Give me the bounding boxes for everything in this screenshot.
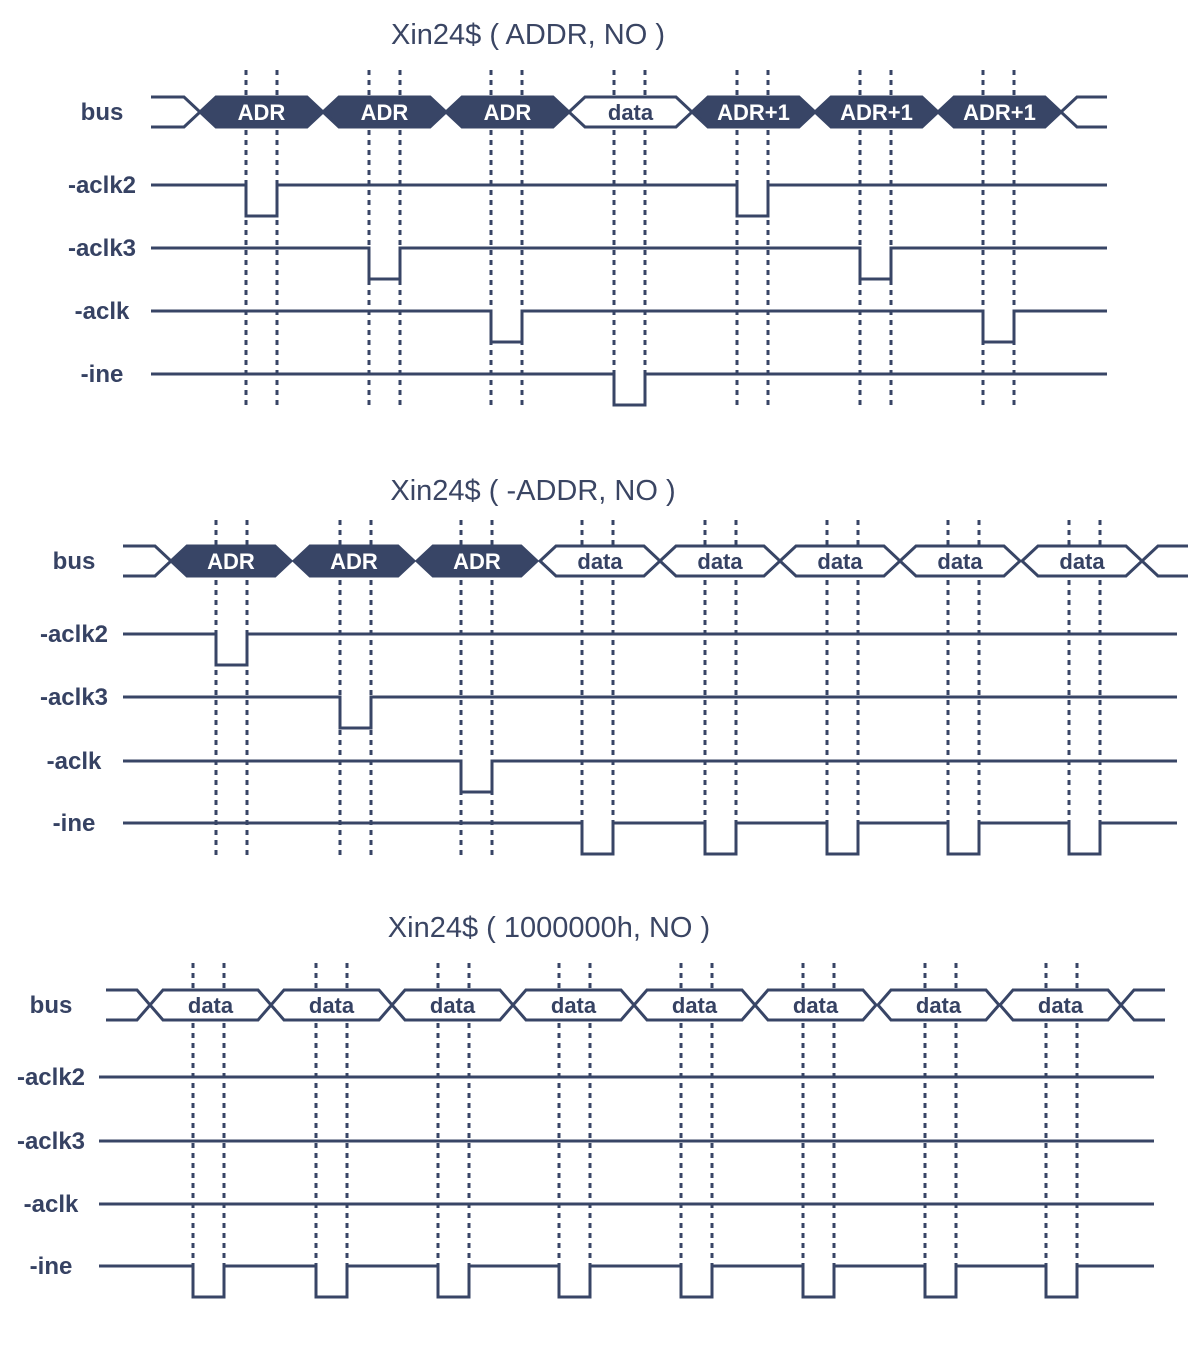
signal-label-bus: bus <box>29 992 73 1019</box>
bus-segment-label: ADR <box>237 100 286 125</box>
bus-segment-label: data <box>1059 549 1105 574</box>
waveform-ine <box>151 374 1107 405</box>
bus-segment-label: data <box>1037 993 1084 1018</box>
waveform-ine <box>123 823 1177 854</box>
bus-segment-label: data <box>937 549 983 574</box>
signal-label-aclk: -aclk <box>74 298 130 325</box>
bus-segment-label: data <box>550 993 597 1018</box>
waveform-aclk2 <box>151 185 1107 216</box>
bus-segment-label: data <box>429 993 476 1018</box>
bus-segment-label: data <box>817 549 863 574</box>
signal-label-aclk2: -aclk2 <box>67 172 137 199</box>
bus-segment-label: ADR <box>330 549 378 574</box>
waveform-ine <box>99 1266 1154 1297</box>
waveform-aclk <box>123 761 1177 792</box>
bus-lead-out <box>1121 990 1165 1020</box>
bus-segment-label: data <box>915 993 962 1018</box>
bus-segment-label: ADR <box>207 549 255 574</box>
bus-segment-label: ADR+1 <box>717 100 790 125</box>
bus-lead-in <box>106 990 150 1020</box>
bus-segment-label: ADR+1 <box>840 100 913 125</box>
waveform-aclk2 <box>123 634 1177 665</box>
signal-label-ine: -ine <box>29 1253 73 1280</box>
bus-segment-label: data <box>187 993 234 1018</box>
bus-lead-in <box>151 97 200 127</box>
signal-label-ine: -ine <box>52 810 96 837</box>
diagram-title: Xin24$ ( -ADDR, NO ) <box>390 475 676 507</box>
bus-segment-label: data <box>697 549 743 574</box>
bus-segment-label: data <box>792 993 839 1018</box>
bus-lead-out <box>1142 546 1188 576</box>
bus-lead-in <box>123 546 171 576</box>
bus-segment-label: data <box>671 993 718 1018</box>
bus-segment-label: data <box>308 993 355 1018</box>
timing-diagram-2 <box>40 475 1188 855</box>
signal-label-aclk3: -aclk3 <box>39 684 109 711</box>
diagram-title: Xin24$ ( ADDR, NO ) <box>391 19 665 51</box>
waveform-aclk3 <box>151 248 1107 279</box>
waveform-aclk <box>151 311 1107 342</box>
signal-label-aclk: -aclk <box>46 748 102 775</box>
timing-diagram-1 <box>68 19 1107 405</box>
signal-label-aclk2: -aclk2 <box>39 621 109 648</box>
timing-diagram-3 <box>17 912 1165 1298</box>
bus-segment-label: data <box>607 100 654 125</box>
signal-label-aclk3: -aclk3 <box>16 1128 86 1155</box>
signal-label-aclk2: -aclk2 <box>16 1064 86 1091</box>
bus-segment-label: ADR <box>360 100 409 125</box>
bus-lead-out <box>1061 97 1107 127</box>
signal-label-bus: bus <box>80 99 124 126</box>
bus-segment-label: data <box>577 549 623 574</box>
signal-label-bus: bus <box>52 548 96 575</box>
bus-segment-label: ADR <box>483 100 532 125</box>
signal-label-ine: -ine <box>80 361 124 388</box>
diagram-title: Xin24$ ( 1000000h, NO ) <box>387 912 711 944</box>
waveform-aclk3 <box>123 697 1177 728</box>
signal-label-aclk: -aclk <box>23 1191 79 1218</box>
signal-label-aclk3: -aclk3 <box>67 235 137 262</box>
bus-segment-label: ADR+1 <box>963 100 1036 125</box>
bus-segment-label: ADR <box>453 549 501 574</box>
